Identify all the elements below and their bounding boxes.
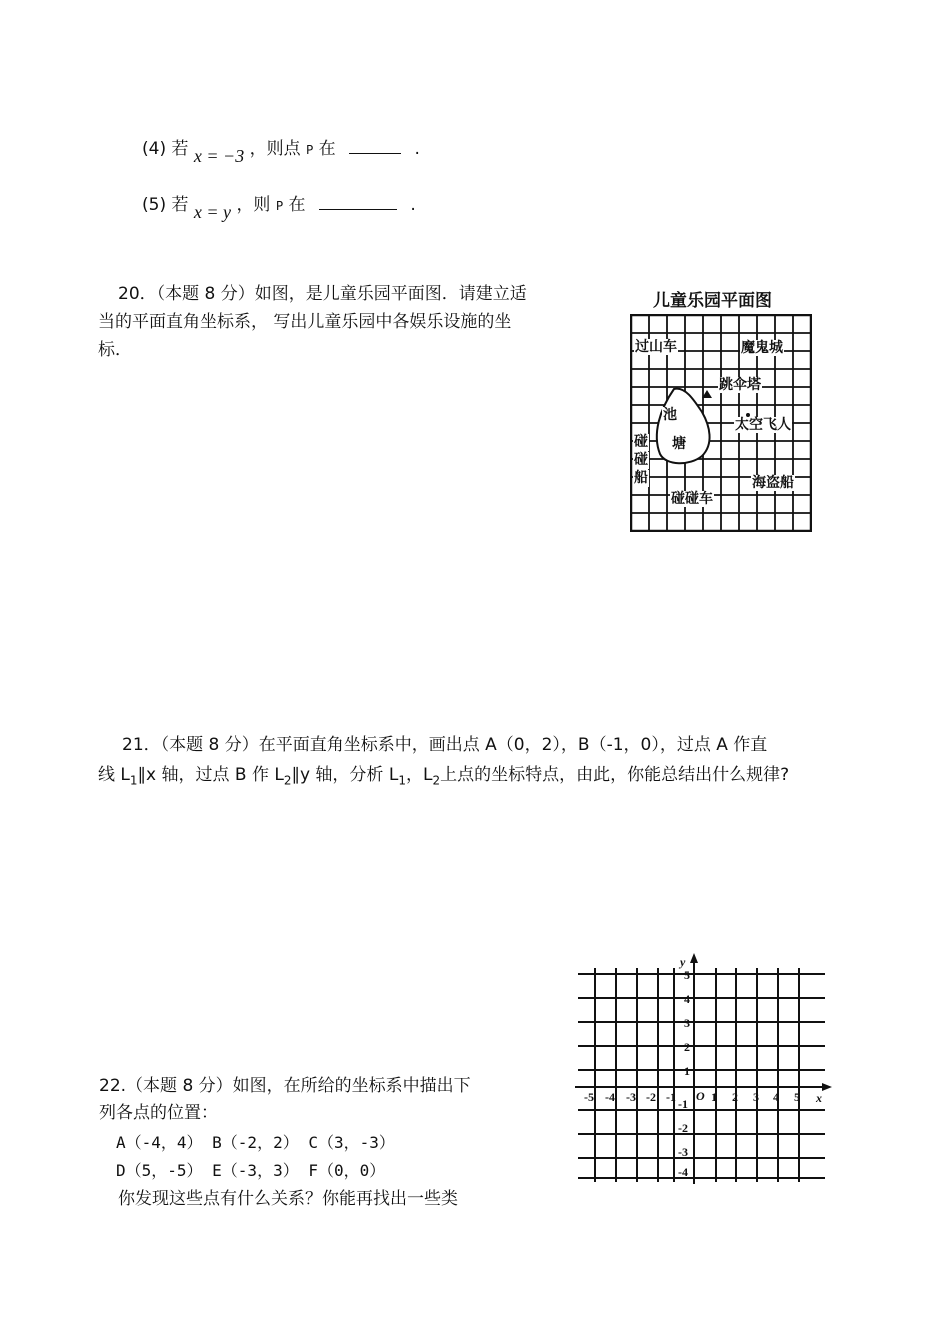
text: ，则 bbox=[236, 195, 271, 215]
q19-item5 bbox=[142, 190, 416, 220]
q20-line2: 当的平面直角坐标系， 写出儿童乐园中各娱乐设施的坐 bbox=[98, 312, 512, 332]
map-label-bumper-boat-1: 碰 bbox=[634, 434, 648, 450]
x-tick-label: 5 bbox=[794, 1090, 800, 1104]
x-tick-label: -3 bbox=[626, 1090, 636, 1104]
y-tick-label: -4 bbox=[678, 1165, 688, 1179]
x-tick-label: -2 bbox=[646, 1090, 656, 1104]
subscript: 1 bbox=[398, 773, 406, 788]
point-label: P bbox=[306, 143, 314, 157]
map-label-space-flyer: 太空飞人 bbox=[735, 417, 791, 433]
text: ，则点 bbox=[249, 139, 301, 159]
q22-line2: 列各点的位置： bbox=[99, 1103, 218, 1123]
park-map bbox=[630, 314, 812, 532]
text: 线 L bbox=[98, 765, 130, 785]
subscript: 1 bbox=[129, 773, 138, 788]
map-label-pond-2: 塘 bbox=[672, 436, 686, 452]
y-axis-label: y bbox=[680, 955, 686, 969]
x-tick-label: 1 bbox=[711, 1090, 717, 1104]
text: 在 bbox=[318, 139, 336, 159]
x-tick-label: -4 bbox=[605, 1090, 615, 1104]
subscript: 2 bbox=[283, 773, 292, 788]
x-tick-label: -1 bbox=[666, 1090, 676, 1104]
answer-blank[interactable] bbox=[349, 152, 401, 154]
q20-line3: 标． bbox=[98, 340, 132, 360]
item-number: (5) bbox=[142, 195, 167, 215]
text: 若 bbox=[171, 139, 189, 159]
x-tick-label: 4 bbox=[773, 1090, 779, 1104]
text: 上点的坐标特点，由此，你能总结出什么规律? bbox=[440, 765, 790, 785]
q21-line1: 21．（本题 8 分）在平面直角坐标系中，画出点 A（0，2），B（-1，0），过点 A 作直 bbox=[122, 735, 768, 755]
y-tick-label: -2 bbox=[678, 1121, 688, 1135]
subscript: 2 bbox=[432, 773, 441, 788]
map-label-devil-castle: 魔鬼城 bbox=[741, 340, 783, 356]
q22-line5: 你发现这些点有什么关系？你能再找出一些类 bbox=[118, 1189, 458, 1209]
x-tick-label: 3 bbox=[753, 1090, 759, 1104]
map-label-roller-coaster: 过山车 bbox=[635, 339, 677, 355]
map-title: 儿童乐园平面图 bbox=[653, 291, 772, 311]
y-tick-label: 1 bbox=[684, 1064, 690, 1078]
text: ，L bbox=[405, 765, 433, 785]
item-number: (4) bbox=[142, 139, 167, 159]
map-label-parachute-tower: 跳伞塔 bbox=[719, 377, 761, 393]
text: 在 bbox=[288, 195, 306, 215]
q22-line1: 22.（本题 8 分）如图，在所给的坐标系中描出下 bbox=[99, 1076, 471, 1096]
map-label-bumper-boat-3: 船 bbox=[634, 470, 648, 486]
answer-blank[interactable] bbox=[319, 208, 397, 210]
x-axis-label: x bbox=[816, 1091, 822, 1105]
x-tick-label: -5 bbox=[584, 1090, 594, 1104]
point-label: P bbox=[275, 199, 284, 213]
period: . bbox=[410, 195, 416, 215]
pond-outline bbox=[657, 389, 710, 464]
x-axis-arrow-icon bbox=[822, 1083, 832, 1091]
period: . bbox=[414, 139, 420, 159]
q20-line1: 20．（本题 8 分）如图，是儿童乐园平面图．请建立适 bbox=[118, 284, 527, 304]
y-axis-arrow-icon bbox=[690, 953, 698, 963]
x-tick-label: 2 bbox=[732, 1090, 738, 1104]
y-tick-label: -1 bbox=[678, 1097, 688, 1111]
q21-line2 bbox=[98, 761, 789, 794]
y-tick-label: 5 bbox=[684, 968, 690, 982]
map-label-pirate-ship: 海盗船 bbox=[752, 475, 794, 491]
map-label-pond-1: 池 bbox=[663, 407, 677, 423]
y-tick-label: -3 bbox=[678, 1145, 688, 1159]
math-expression: x = y bbox=[193, 202, 232, 222]
map-label-bumper-car: 碰碰车 bbox=[671, 491, 713, 507]
y-tick-label: 3 bbox=[684, 1016, 690, 1030]
q22-points-row1: A（-4，4） B（-2，2） C（3，-3） bbox=[116, 1133, 395, 1152]
origin-label: O bbox=[696, 1089, 705, 1103]
coordinate-grid bbox=[570, 950, 835, 1185]
q19-item4 bbox=[142, 134, 420, 164]
math-expression: x = −3 bbox=[193, 146, 245, 166]
text: 若 bbox=[171, 195, 189, 215]
map-label-bumper-boat-2: 碰 bbox=[634, 452, 648, 468]
y-tick-label: 2 bbox=[684, 1040, 690, 1054]
y-tick-label: 4 bbox=[684, 992, 690, 1006]
q22-points-row2: D（5，-5） E（-3，3） F（0，0） bbox=[116, 1161, 386, 1180]
text: ∥x 轴，过点 B 作 L bbox=[137, 765, 284, 785]
text: ∥y 轴，分析 L bbox=[291, 765, 399, 785]
